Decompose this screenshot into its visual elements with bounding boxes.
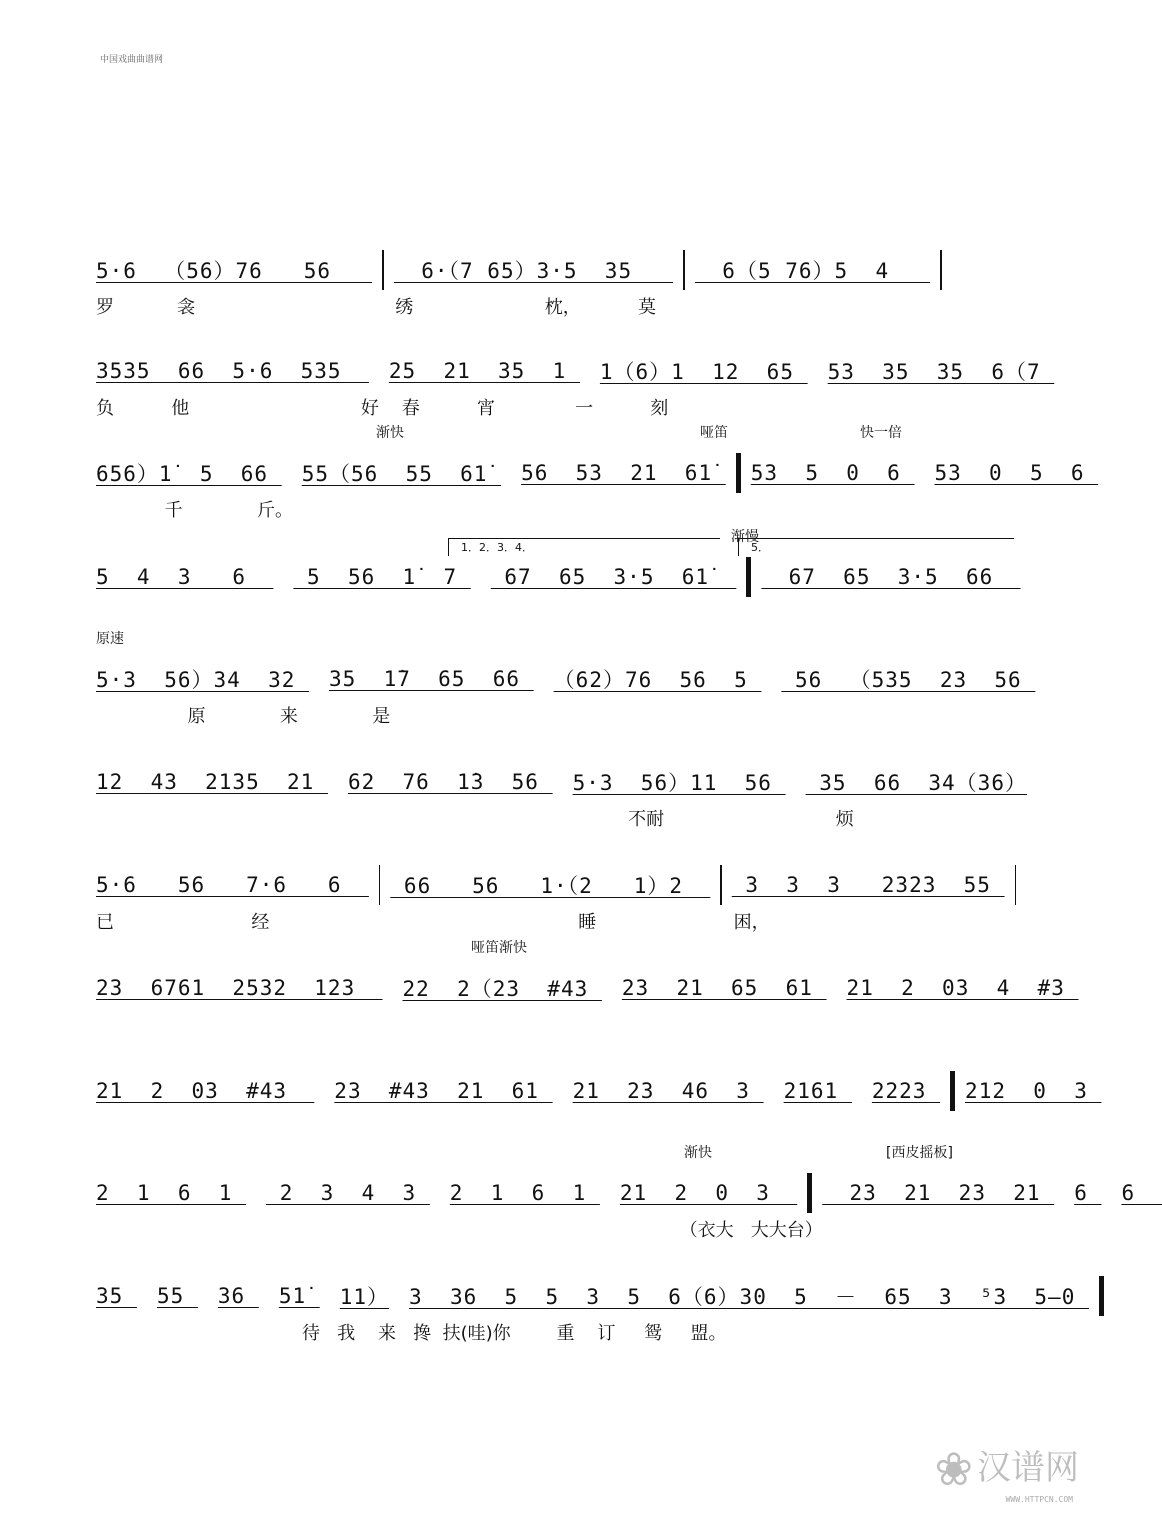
notes: 3535 66 5·6 535 xyxy=(96,359,369,383)
lyrics-row: 已 经 睡 困， xyxy=(96,912,770,933)
lyrics-row: 原 来 是 xyxy=(96,706,391,727)
watermark-url: WWW.HTTPCN.COM xyxy=(1005,1495,1073,1504)
score-line xyxy=(96,1281,1089,1371)
notation-row xyxy=(96,870,1026,900)
score-line xyxy=(96,1145,1162,1268)
notes: 21 2 03 #43 xyxy=(96,1079,315,1103)
repeat-barline xyxy=(807,1173,812,1213)
notes: 35 66 34（36） xyxy=(805,771,1027,795)
lyrics-row: 待 我 来 搀 扶(哇)你 重 订 鸳 盟。 xyxy=(96,1323,727,1344)
repeat-barline xyxy=(746,557,751,597)
score-line xyxy=(96,870,1026,960)
notes: 21 23 46 3 xyxy=(572,1079,764,1103)
notes: 53 35 35 6（7 xyxy=(827,360,1055,384)
lyrics-row: 罗 衾 绣 枕， 莫 xyxy=(96,297,657,318)
notation-row xyxy=(96,1281,1089,1311)
notes: 5 56 1̇ 7 xyxy=(293,565,471,589)
repeat-barline xyxy=(736,453,741,493)
tempo-mark: 原速 xyxy=(96,631,124,647)
notes: 23 21 23 21 xyxy=(822,1181,1055,1205)
barline xyxy=(720,865,721,905)
notes: 2 3 4 3 xyxy=(266,1181,430,1205)
notes: 2 1 6 1 xyxy=(96,1181,247,1205)
volta-bracket: 5． xyxy=(738,538,1014,556)
notation-row xyxy=(96,356,1055,386)
tempo-mark: 哑笛 xyxy=(700,425,728,441)
notes: 2161 xyxy=(783,1079,852,1103)
notation-row xyxy=(96,458,1099,488)
notes: 67 65 3·5 61̇ xyxy=(490,565,737,589)
notes: 6·（7 65）3·5 35 xyxy=(393,259,674,283)
notation-row xyxy=(96,255,1026,285)
barline xyxy=(1015,865,1016,905)
tempo-mark: 快一倍 xyxy=(860,425,902,441)
notation-row xyxy=(96,767,1026,797)
notes: 212 0 3 xyxy=(965,1079,1102,1103)
notation-row xyxy=(96,562,1026,592)
notes: 2223 xyxy=(871,1079,941,1103)
lyrics-row: （衣大 大大台） xyxy=(96,1220,823,1241)
notes: 5·6 56 7·6 6 xyxy=(96,873,369,897)
barline xyxy=(379,865,380,905)
notes: （62）76 56 5 xyxy=(553,668,762,692)
notes: 6 xyxy=(1074,1181,1102,1205)
score-line xyxy=(96,529,1026,652)
tempo-mark: 渐快 xyxy=(684,1145,712,1161)
notes: 23 #43 21 61 xyxy=(334,1079,553,1103)
notes: 55（56 55 61̇ xyxy=(301,462,502,486)
notes: 12 43 2135 21 xyxy=(96,770,328,794)
barline xyxy=(382,250,384,290)
notes: 56 （535 23 56 xyxy=(781,668,1036,692)
lyrics-row xyxy=(96,1114,1026,1140)
lyrics-row xyxy=(96,1011,1026,1037)
notes: 11） xyxy=(339,1285,390,1309)
notes: 5 4 3 6 xyxy=(96,565,274,589)
notes: 21 2 0 3 xyxy=(619,1181,798,1205)
volta-bracket: 1．2．3．4． xyxy=(448,538,720,556)
notes: 5·3 56）34 32 xyxy=(96,668,310,692)
notes: 67 65 3·5 66 xyxy=(761,565,1021,589)
lyrics-row: 千 斤。 xyxy=(96,500,294,521)
lyrics-row: 负 他 好 春 宵 一 刻 xyxy=(96,398,669,419)
notes: 66 56 1·（2 1）2 xyxy=(390,874,711,898)
notes: 1（6）1 12 65 xyxy=(599,360,808,384)
notes: 3 36 5 5 3 5 6（6）30 5 － 65 3 ⁵3 5—0 xyxy=(409,1285,1089,1309)
repeat-barline xyxy=(1099,1276,1104,1316)
score-line xyxy=(96,631,1036,754)
notes: 51̇ xyxy=(278,1284,320,1308)
notes: 35 xyxy=(96,1284,137,1308)
notes: 21 2 03 4 #3 xyxy=(846,976,1079,1000)
repeat-barline xyxy=(950,1071,955,1111)
notes: 6（5 76）5 4 xyxy=(695,259,931,283)
lyrics-row: 不耐 烦 xyxy=(96,809,854,830)
notes: 6 xyxy=(1121,1181,1162,1205)
tempo-mark: 渐快 xyxy=(376,425,404,441)
notation-row xyxy=(96,973,1079,1003)
notes: 22 2（23 #43 xyxy=(402,977,602,1001)
notation-row xyxy=(96,1178,1162,1208)
notes: 2 1 6 1 xyxy=(449,1181,600,1205)
notes: 23 6761 2532 123 xyxy=(96,976,383,1000)
tempo-mark: [西皮摇板] xyxy=(886,1145,953,1161)
score-line xyxy=(96,940,1079,1063)
notes: 23 21 65 61 xyxy=(621,976,827,1000)
notes: 35 1̇7 65 66 xyxy=(329,667,534,691)
barline xyxy=(940,250,942,290)
notes: 56 53 21 61̇ xyxy=(521,461,726,485)
notes: 53 0 5 6 xyxy=(934,461,1099,485)
notation-row xyxy=(96,1076,1102,1106)
swirl-icon: ❀ xyxy=(934,1442,973,1496)
notes: 5·3 56）11 56 xyxy=(572,771,786,795)
tempo-mark: 渐慢 xyxy=(731,529,759,545)
notes: 656）1̇ 5 66 xyxy=(96,462,282,486)
lyrics-row xyxy=(96,600,1026,626)
watermark-text: 汉谱网 xyxy=(977,1447,1079,1488)
tempo-mark: 哑笛渐快 xyxy=(471,940,527,956)
notes: 55 xyxy=(156,1284,198,1308)
score-line xyxy=(96,255,1026,345)
notation-row xyxy=(96,664,1036,694)
score-line xyxy=(96,767,1026,857)
barline xyxy=(683,250,685,290)
notes: 53 5 0 6 xyxy=(750,461,915,485)
notes: 25 21 35 1 xyxy=(388,359,580,383)
notes: 3 3 3 2323 55 xyxy=(731,873,1005,897)
watermark-logo xyxy=(934,1440,1079,1497)
notes: 62 76 1̇3 56 xyxy=(347,770,553,794)
notes: 36 xyxy=(217,1284,259,1308)
site-header: 中国戏曲曲谱网 xyxy=(100,55,164,65)
notes: 5·6 （56）76 56 xyxy=(96,259,372,283)
score-line xyxy=(96,425,1099,548)
